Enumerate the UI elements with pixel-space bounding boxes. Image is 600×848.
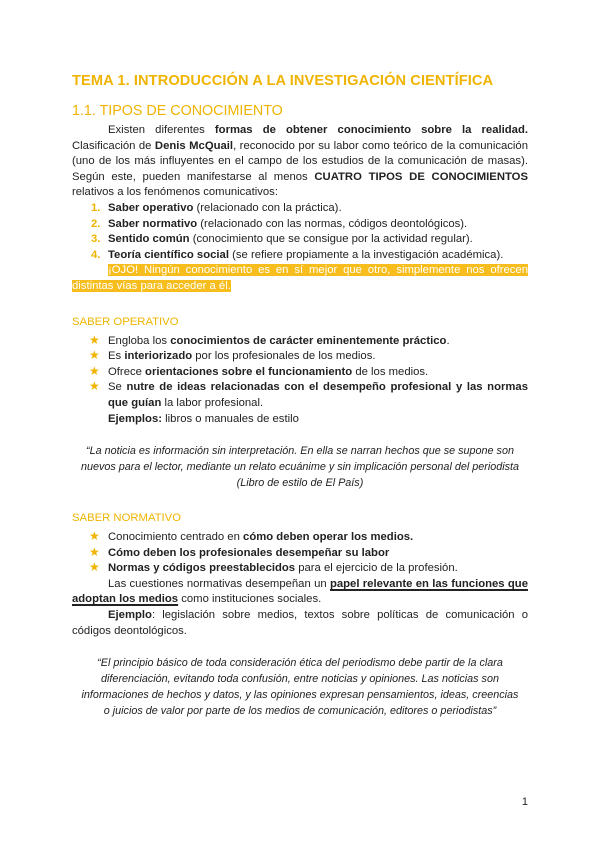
list-item: 3. Sentido común (conocimiento que se consigue por la actividad regular). bbox=[72, 232, 528, 248]
normativo-quote: “El principio básico de toda consideración ética del periodismo debe partir de la clara diferenciación, evitando toda confusión, entre noticias y opiniones. Las noticias son informaciones de hechos y datos, y las opiniones expresan pensamientos, ideas, creencias o juicios de valor por parte de los medios de comunicación, editores o periodistas” bbox=[81, 657, 519, 718]
page-content bbox=[72, 72, 528, 719]
list-number: 4. bbox=[91, 248, 101, 261]
star-icon: ★ bbox=[89, 544, 100, 559]
note-highlight: ¡OJO! Ningún conocimiento es en sí mejor que otro, simplemente nos ofrecen distintas vías para acceder a él. bbox=[72, 264, 528, 292]
list-item: ★ Ofrece orientaciones sobre el funcionamiento de los medios. bbox=[89, 363, 429, 378]
intro-paragraph: Existen diferentes formas de obtener conocimiento sobre la realidad. Clasificación de Denis McQuail, reconocido por su labor como teórico de la comunicación (uno de los más influyentes en el campo de los estudios de la comunicación de masas). Según este, pueden manifestarse al menos CUATRO TIPOS DE CONOCIMIENTOS relativos a los fenómenos comunicativos: bbox=[72, 124, 528, 199]
star-icon: ★ bbox=[89, 332, 100, 347]
highlighted-note bbox=[72, 263, 528, 294]
list-item: ★ Es interiorizado por los profesionales de los medios. bbox=[89, 348, 376, 363]
normativo-list bbox=[72, 530, 528, 577]
star-icon: ★ bbox=[89, 379, 100, 394]
star-icon: ★ bbox=[89, 529, 100, 544]
list-item: ★ Cómo deben los profesionales desempeñar su labor bbox=[89, 544, 390, 559]
saber-normativo-heading: SABER NORMATIVO bbox=[72, 512, 182, 525]
operativo-examples: Ejemplos: libros o manuales de estilo bbox=[108, 412, 299, 425]
section-title: 1.1. TIPOS DE CONOCIMIENTO bbox=[72, 103, 283, 119]
list-item: ★ Normas y códigos preestablecidos para el ejercicio de la profesión. bbox=[89, 560, 458, 575]
list-item: ★ Engloba los conocimientos de carácter eminentemente práctico. bbox=[89, 332, 450, 347]
star-icon: ★ bbox=[89, 348, 100, 363]
operativo-list bbox=[72, 334, 528, 412]
list-item: ★ Conocimiento centrado en cómo deben operar los medios. bbox=[89, 529, 414, 544]
star-icon: ★ bbox=[89, 560, 100, 575]
list-item: 4. Teoría científico social (se refiere propiamente a la investigación académica). bbox=[72, 248, 528, 264]
knowledge-types-list bbox=[72, 201, 528, 263]
list-item: 1. Saber operativo (relacionado con la práctica). bbox=[72, 201, 528, 217]
list-number: 2. bbox=[91, 217, 101, 230]
list-item: ★ Se nutre de ideas relacionadas con el desempeño profesional y las normas que guían la labor profesional. bbox=[89, 379, 528, 409]
normativo-example: Ejemplo: legislación sobre medios, textos sobre políticas de comunicación o códigos deontológicos. bbox=[72, 609, 528, 637]
star-icon: ★ bbox=[89, 363, 100, 378]
saber-operativo-heading: SABER OPERATIVO bbox=[72, 315, 179, 328]
page-number: 1 bbox=[521, 796, 528, 808]
normativo-paragraph: Las cuestiones normativas desempeñan un papel relevante en las funciones que adoptan los medios como instituciones sociales. bbox=[72, 577, 528, 606]
page-title: TEMA 1. INTRODUCCIÓN A LA INVESTIGACIÓN CIENTÍFICA bbox=[72, 73, 494, 89]
list-number: 3. bbox=[91, 233, 101, 246]
list-item: 2. Saber normativo (relacionado con las normas, códigos deontológicos). bbox=[72, 217, 528, 233]
list-number: 1. bbox=[91, 201, 101, 214]
operativo-quote: “La noticia es información sin interpretación. En ella se narran hechos que se supone son nuevos para el lector, mediante un relato ecuánime y sin implicación personal del periodista (Libro de estilo de El País) bbox=[80, 445, 520, 490]
